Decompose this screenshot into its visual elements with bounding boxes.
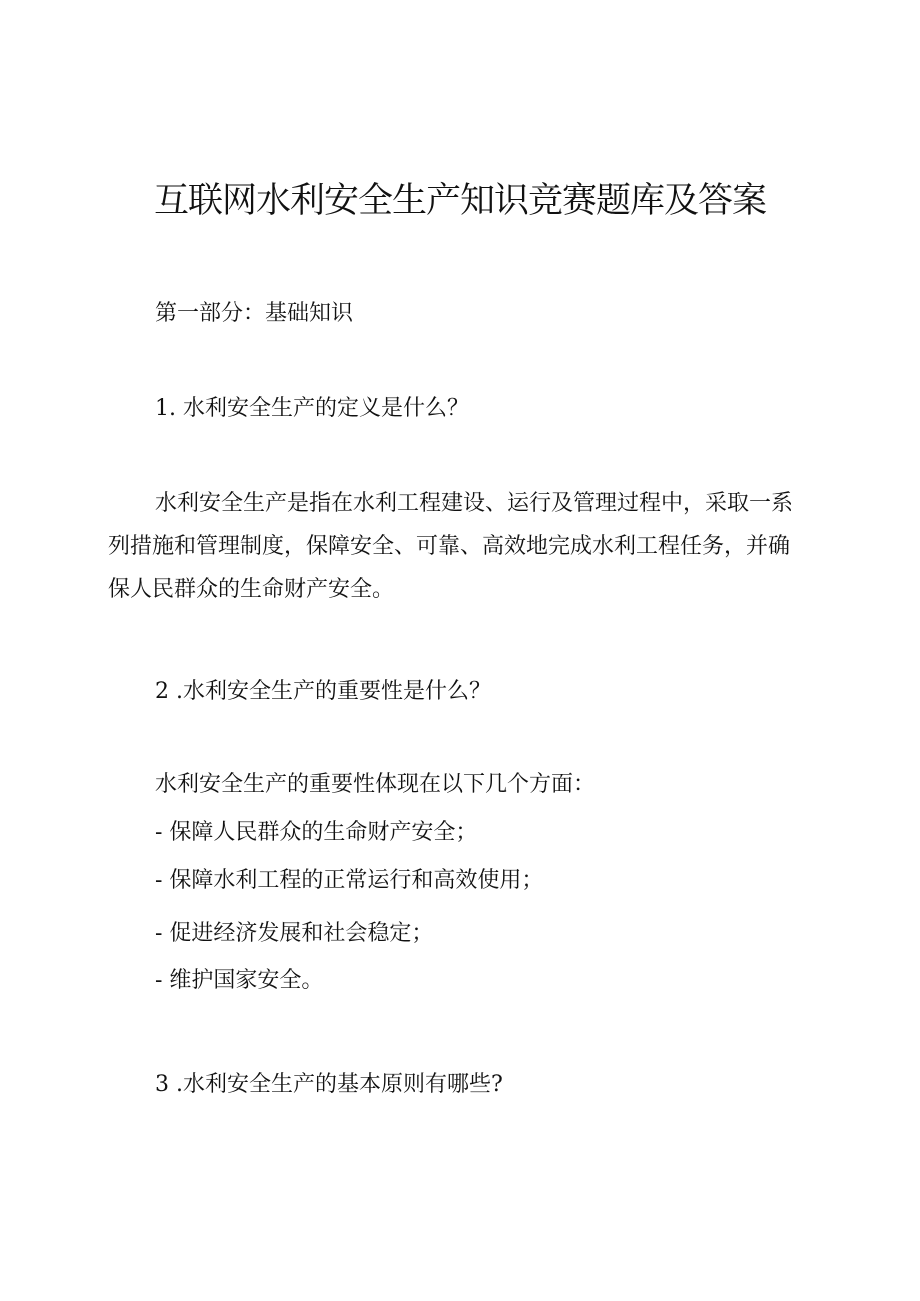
answer-2-point: - 保障水利工程的正常运行和高效使用； bbox=[155, 868, 544, 893]
question-3: 3 .水利安全生产的基本原则有哪些? bbox=[155, 1072, 503, 1097]
answer-2-intro: 水利安全生产的重要性体现在以下几个方面： bbox=[155, 772, 596, 797]
section-heading: 第一部分：基础知识 bbox=[155, 301, 354, 326]
document-title: 互联网水利安全生产知识竞赛题库及答案 bbox=[153, 181, 766, 221]
question-2: 2 .水利安全生产的重要性是什么？ bbox=[155, 679, 491, 704]
answer-1: 水利安全生产是指在水利工程建设、运行及管理过程中，采取一系列措施和管理制度，保障安全、可靠、高效地完成水利工程任务，并确保人民群众的生命财产安全。 bbox=[108, 491, 794, 602]
answer-2-point: - 促进经济发展和社会稳定； bbox=[155, 921, 434, 946]
answer-2-point: - 维护国家安全。 bbox=[155, 968, 324, 993]
question-1: 1. 水利安全生产的定义是什么？ bbox=[155, 396, 469, 421]
answer-2-point: - 保障人民群众的生命财产安全； bbox=[155, 820, 478, 845]
